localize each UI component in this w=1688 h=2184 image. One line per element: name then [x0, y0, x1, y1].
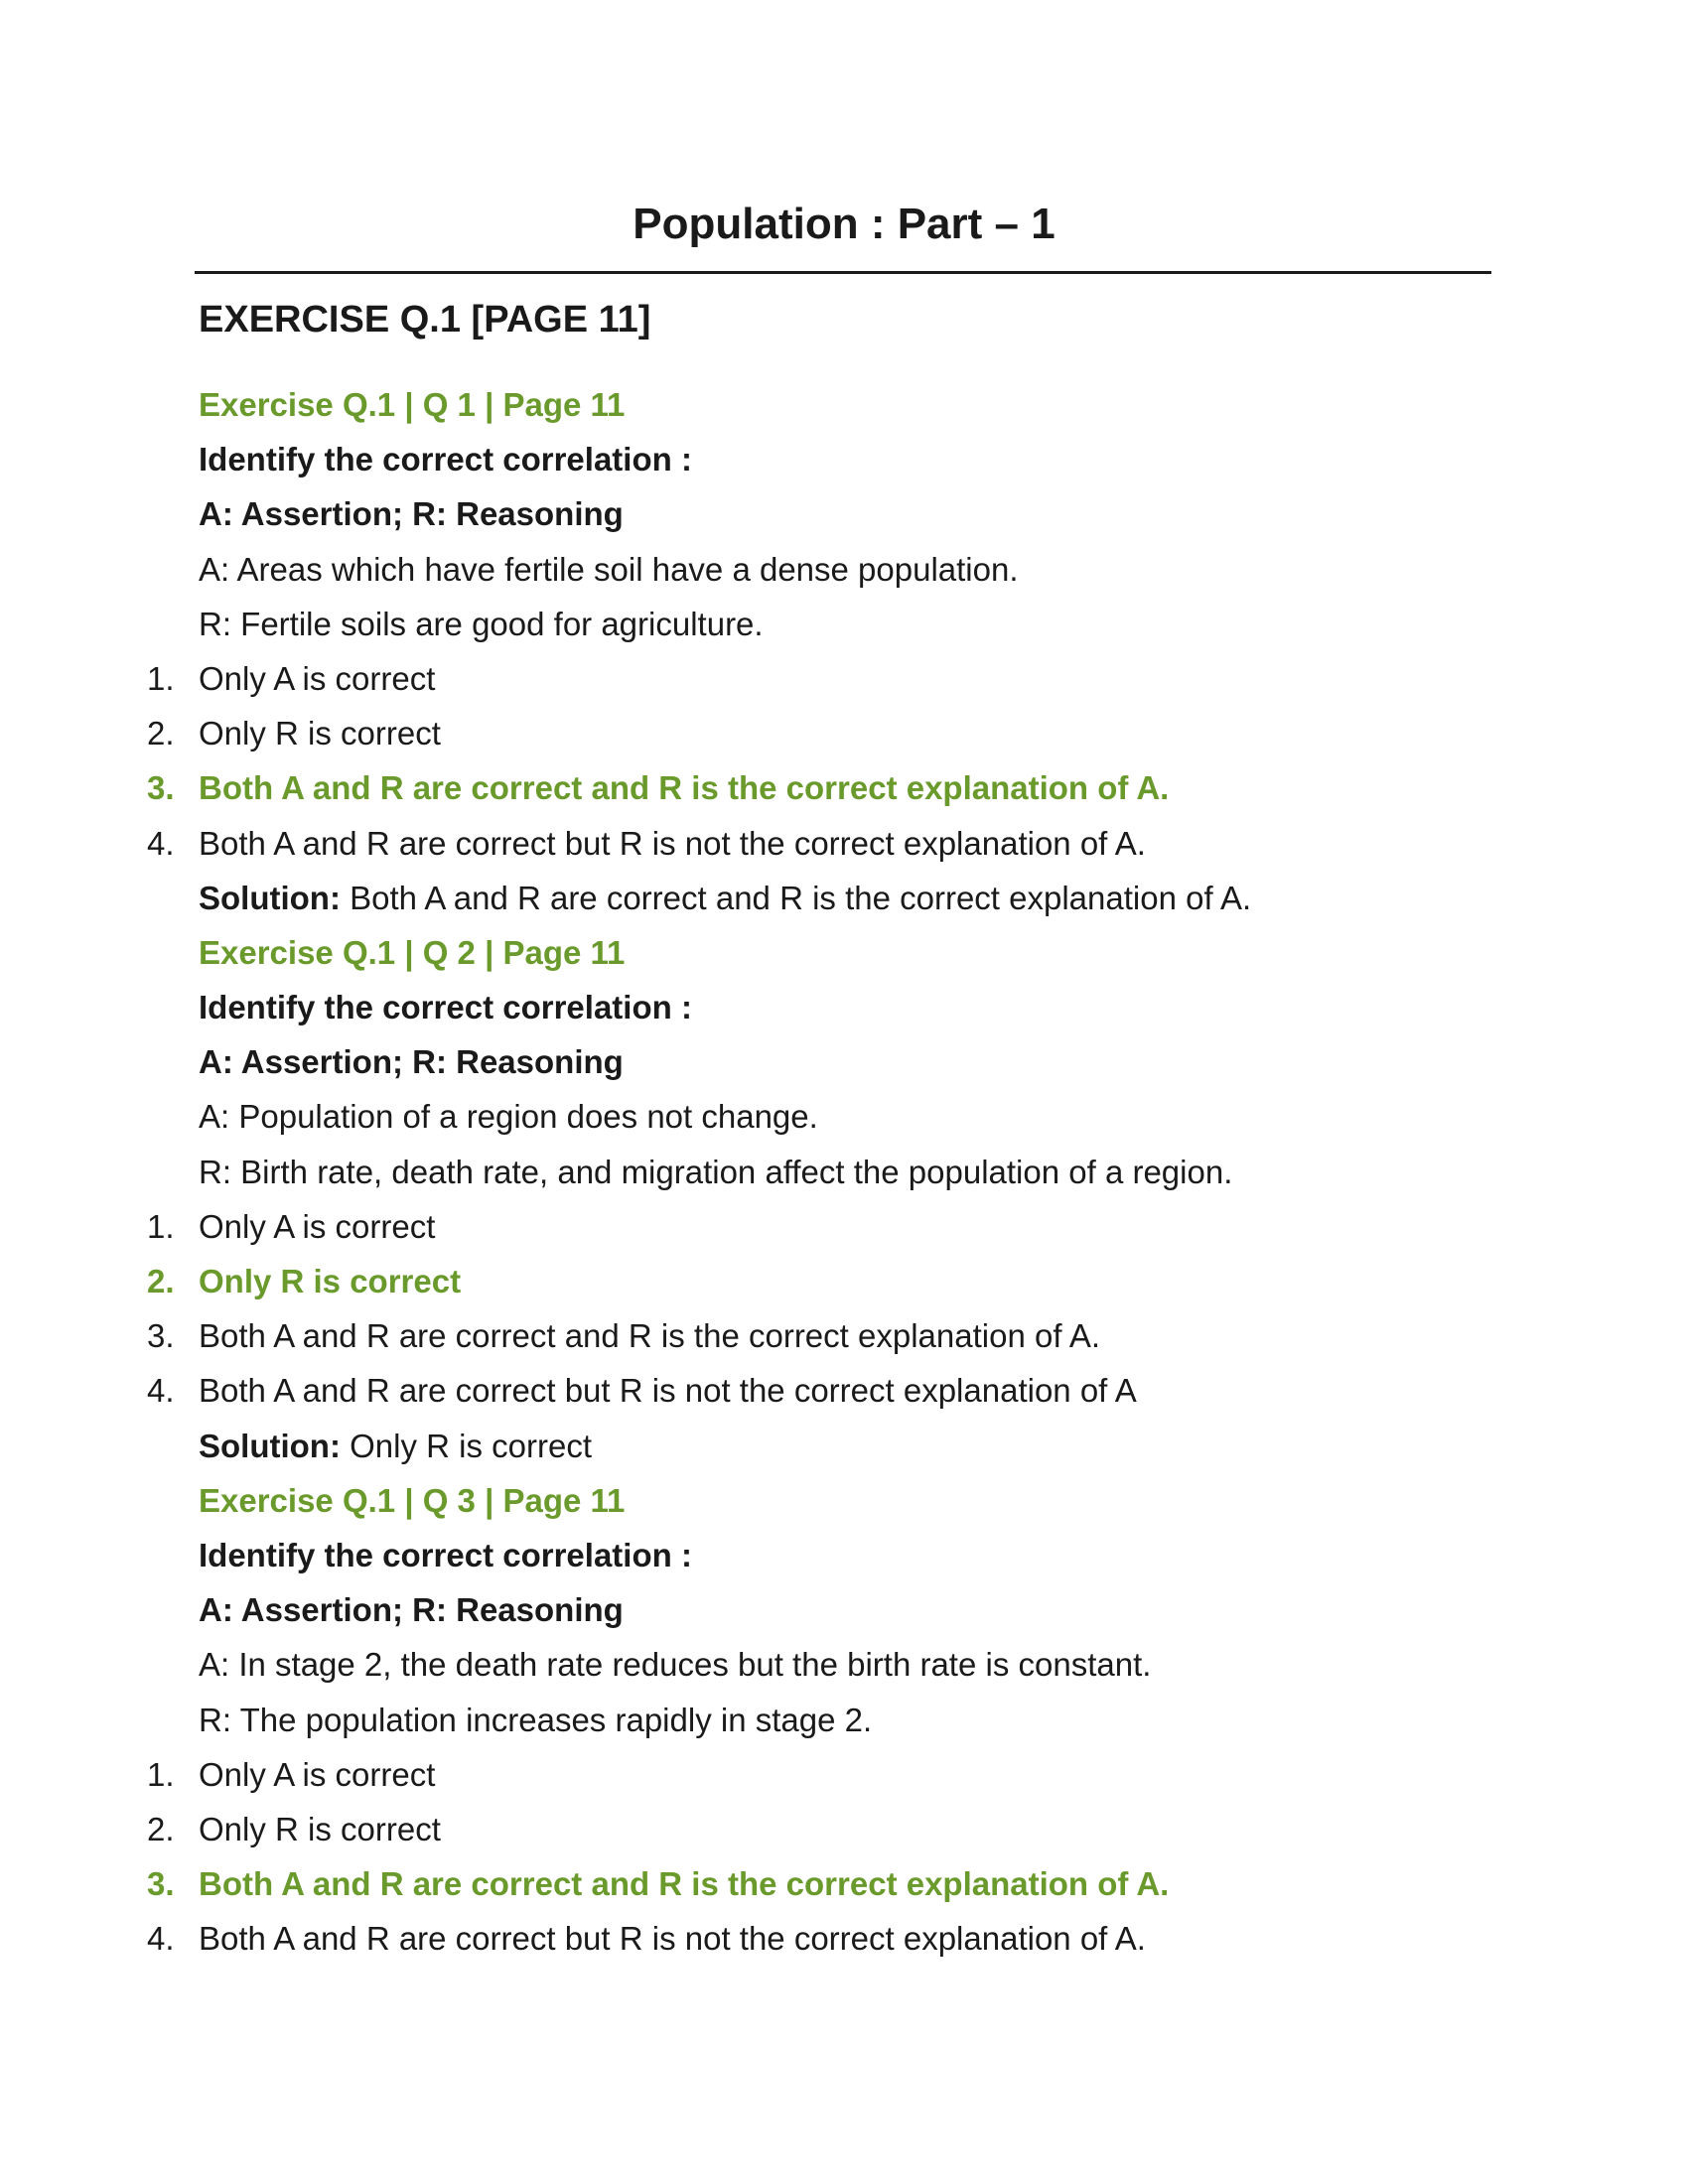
option-item	[0, 1747, 1688, 1802]
option-text: Both A and R are correct but R is not the correct explanation of A.	[199, 1920, 1146, 1958]
reasoning-text: R: Birth rate, death rate, and migration affect the population of a region.	[199, 1153, 1233, 1190]
option-number: 3.	[147, 769, 175, 807]
question-block-1	[0, 377, 1688, 925]
option-text: Only A is correct	[199, 1207, 436, 1245]
question-ref[interactable]: Exercise Q.1 | Q 2 | Page 11	[199, 933, 626, 971]
option-item	[0, 1363, 1688, 1418]
option-number: 2.	[147, 1263, 175, 1299]
question-block-2	[0, 925, 1688, 1473]
reasoning-text: R: Fertile soils are good for agriculture.	[199, 605, 764, 642]
question-legend: A: Assertion; R: Reasoning	[199, 1591, 624, 1629]
assertion-text: A: Areas which have fertile soil have a dense population.	[199, 550, 1019, 588]
option-item-correct	[0, 1254, 1688, 1308]
option-number: 3.	[147, 1865, 175, 1903]
solution-text: Both A and R are correct and R is the correct explanation of A.	[350, 879, 1252, 916]
option-number: 4.	[147, 1920, 175, 1958]
option-number: 1.	[147, 1207, 175, 1245]
question-instruction: Identify the correct correlation :	[199, 441, 692, 478]
option-number: 1.	[147, 659, 175, 697]
option-text: Both A and R are correct but R is not the correct explanation of A.	[199, 824, 1146, 862]
option-item-correct	[0, 1856, 1688, 1911]
solution-line	[0, 1419, 1688, 1473]
option-text: Only R is correct	[199, 715, 441, 752]
question-ref[interactable]: Exercise Q.1 | Q 1 | Page 11	[199, 386, 626, 423]
document-title: Population : Part – 1	[633, 200, 1055, 248]
title-divider	[195, 271, 1491, 274]
section-heading: EXERCISE Q.1 [PAGE 11]	[199, 299, 651, 341]
solution-line	[0, 871, 1688, 925]
option-number: 1.	[147, 1755, 175, 1793]
assertion-text: A: In stage 2, the death rate reduces but the birth rate is constant.	[199, 1646, 1152, 1684]
option-number: 4.	[147, 1372, 175, 1410]
option-text: Only R is correct	[199, 1263, 462, 1299]
option-text: Both A and R are correct and R is the correct explanation of A.	[199, 769, 1170, 807]
question-legend: A: Assertion; R: Reasoning	[199, 1043, 624, 1081]
question-instruction: Identify the correct correlation :	[199, 1536, 692, 1573]
question-block-3	[0, 1473, 1688, 1967]
option-text: Both A and R are correct but R is not the correct explanation of A	[199, 1372, 1137, 1410]
solution-label: Solution:	[199, 879, 341, 916]
option-number: 3.	[147, 1317, 175, 1355]
question-instruction: Identify the correct correlation :	[199, 989, 692, 1026]
option-item-correct	[0, 760, 1688, 815]
solution-text: Only R is correct	[350, 1427, 593, 1464]
option-item	[0, 706, 1688, 760]
option-number: 2.	[147, 715, 175, 752]
question-legend: A: Assertion; R: Reasoning	[199, 495, 624, 533]
option-text: Both A and R are correct and R is the correct explanation of A.	[199, 1317, 1101, 1355]
option-text: Only A is correct	[199, 659, 436, 697]
exercise-content	[0, 377, 1688, 1966]
option-item	[0, 1199, 1688, 1254]
option-text: Only R is correct	[199, 1810, 441, 1847]
option-item	[0, 1911, 1688, 1966]
solution-label: Solution:	[199, 1427, 341, 1464]
option-text: Both A and R are correct and R is the correct explanation of A.	[199, 1865, 1170, 1903]
option-item	[0, 816, 1688, 871]
assertion-text: A: Population of a region does not change.	[199, 1098, 818, 1136]
option-number: 2.	[147, 1810, 175, 1847]
option-item	[0, 1308, 1688, 1363]
option-text: Only A is correct	[199, 1755, 436, 1793]
question-ref[interactable]: Exercise Q.1 | Q 3 | Page 11	[199, 1481, 626, 1519]
option-item	[0, 651, 1688, 706]
option-number: 4.	[147, 824, 175, 862]
option-item	[0, 1802, 1688, 1856]
reasoning-text: R: The population increases rapidly in stage 2.	[199, 1701, 873, 1738]
